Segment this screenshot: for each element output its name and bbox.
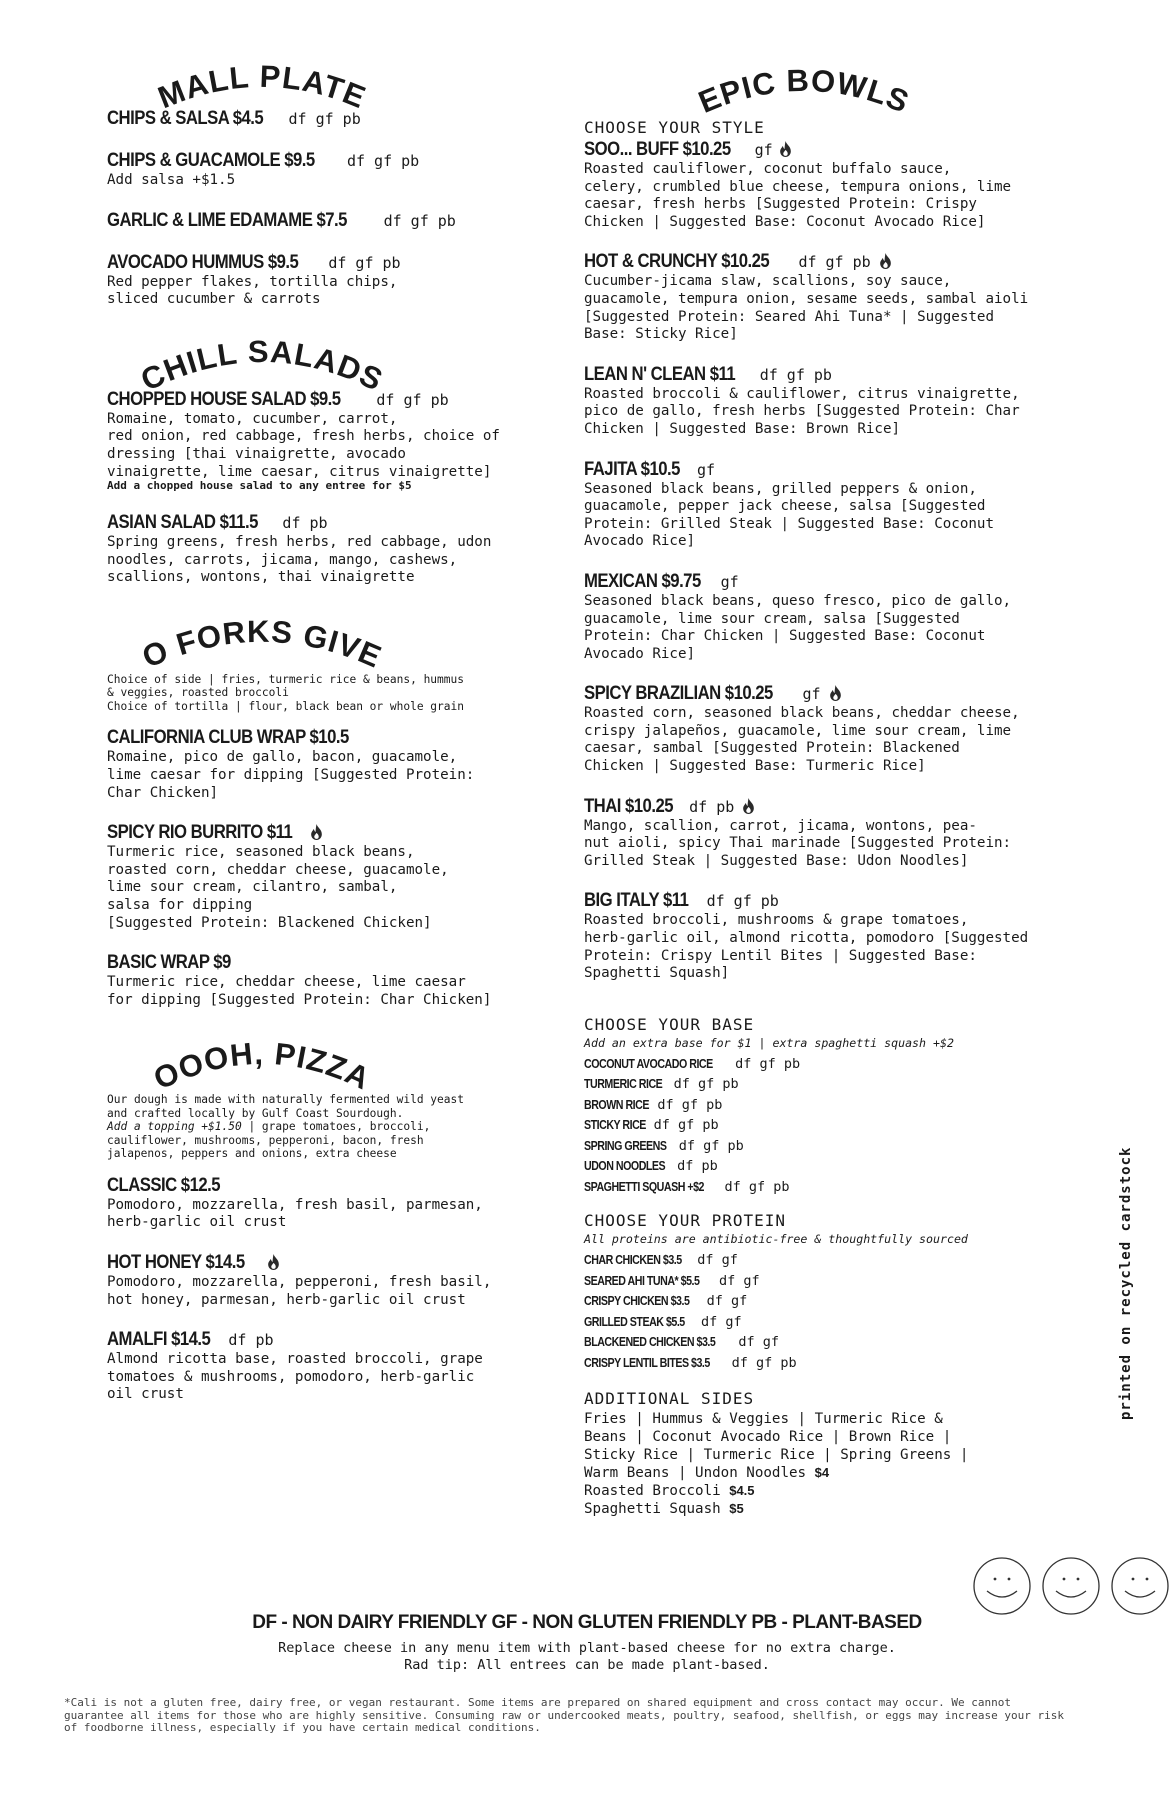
item-name: CHOPPED HOUSE SALAD $9.5 — [107, 388, 341, 410]
footer-notes: Replace cheese in any menu item with plant-based cheese for no extra charge. Rad tip: All entrees can be made plant-based. — [278, 1640, 896, 1673]
flame-icon — [879, 253, 892, 269]
menu-item — [584, 364, 1064, 439]
protein-section — [584, 1211, 1064, 1373]
item-tags: gf — [802, 685, 821, 704]
item-description: Mango, scallion, carrot, jicama, wontons, pea- nut aioli, spicy Thai marinade [Suggested Protein: Grilled Steak | Suggested Base: Udon Noodles] — [584, 817, 1012, 869]
item-name: THAI $10.25 — [584, 795, 673, 817]
no-forks-heading — [95, 586, 437, 675]
disclaimer: *Cali is not a gluten free, dairy free, or vegan restaurant. Some items are prepared on shared equipment and cross contact may occur. We cannot guarantee all items for those who are highly sensitive. Consuming raw or undercooked meats, poultry, seafood, shellfish, or eggs may increase your risk of foodborne illness, especially if you have certain medical conditions. — [64, 1696, 1065, 1735]
item-tags: gf — [696, 460, 716, 479]
menu-item — [107, 952, 547, 1009]
svg-text:EPIC BOWLS: EPIC BOWLS — [693, 62, 915, 120]
protein-heading: CHOOSE YOUR PROTEIN — [584, 1211, 787, 1231]
protein-option: CRISPY CHICKEN $3.5 df gf — [584, 1293, 748, 1310]
base-option: UDON NOODLES df pb — [584, 1158, 718, 1175]
flame-icon — [742, 798, 755, 814]
base-section — [584, 1015, 1064, 1198]
item-name: LEAN N' CLEAN $11 — [584, 363, 736, 385]
no-forks-section — [95, 586, 547, 1009]
bowls-list — [584, 139, 1064, 983]
svg-text:NO FORKS GIVEN: NO FORKS GIVEN — [95, 586, 387, 675]
base-heading: CHOOSE YOUR BASE — [584, 1014, 755, 1034]
protein-option: GRILLED STEAK $5.5 df gf — [584, 1313, 742, 1330]
item-tags: gf — [720, 572, 739, 591]
item-name: GARLIC & LIME EDAMAME $7.5 — [107, 209, 347, 231]
menu-item — [584, 796, 1064, 871]
item-name: AVOCADO HUMMUS $9.5 — [107, 251, 299, 273]
epic-bowls-heading — [584, 60, 984, 120]
menu-item — [107, 1175, 547, 1232]
item-name: SOO... BUFF $10.25 — [584, 139, 731, 160]
protein-option: BLACKENED CHICKEN $3.5 df gf — [584, 1334, 779, 1351]
item-name: FAJITA $10.5 — [584, 458, 680, 480]
item-tags: df gf pb — [346, 152, 420, 170]
right-column — [584, 60, 1064, 1518]
item-description: Roasted broccoli, mushrooms & grape tomatoes, herb-garlic oil, almond ricotta, pomodoro [Suggested Protein: Crispy Lentil Bites | Suggested Base: Spaghetti Squash] — [584, 912, 1029, 982]
item-description: Roasted corn, seasoned black beans, cheddar cheese, crispy jalapeños, guacamole, lime sour cream, lime caesar, sambal [Suggested Protein: Blackened Chicken | Suggested Base: Turmeric Rice] — [584, 705, 1020, 775]
item-description: Red pepper flakes, tortilla chips, sliced cucumber & carrots — [107, 273, 398, 308]
item-addon: Add salsa +$1.5 — [107, 172, 236, 188]
chill-salads-heading — [107, 333, 437, 398]
item-description: Romaine, tomato, cucumber, carrot, red onion, red cabbage, fresh herbs, choice of dressing [thai vinaigrette, avocado vinaigrette, lime caesar, citrus vinaigrette] — [107, 410, 500, 480]
menu-item — [584, 251, 1064, 343]
menu-item — [584, 459, 1064, 551]
menu-item — [107, 389, 547, 492]
svg-text:SMALL PLATES: SMALL PLATES — [96, 32, 371, 116]
menu-item — [584, 890, 1064, 982]
item-name: SPICY RIO BURRITO $11 — [107, 822, 293, 844]
item-description: Pomodoro, mozzarella, fresh basil, parmesan, herb-garlic oil crust — [107, 1196, 483, 1231]
svg-text:CHILL SALADS: CHILL SALADS — [135, 333, 389, 398]
section-intro: Our dough is made with naturally fermented wild yeast and crafted locally by Gulf Coast Sourdough. Add a topping +$1.50 | grape tomatoes, broccoli, cauliflower, mushrooms, pepperoni, bacon, fresh jalapenos, peppers and onions, extra cheese — [107, 1093, 464, 1161]
base-option: STICKY RICE df gf pb — [584, 1117, 719, 1134]
item-name: MEXICAN $9.75 — [584, 570, 701, 592]
menu-item — [107, 150, 547, 190]
base-option: SPRING GREENS df gf pb — [584, 1137, 744, 1154]
item-description: Spring greens, fresh herbs, red cabbage, udon noodles, carrots, jicama, mango, cashews, scallions, wontons, thai vinaigrette — [107, 534, 492, 586]
chill-salads-section — [107, 335, 547, 587]
item-tags: df pb — [282, 514, 328, 533]
menu-item — [584, 683, 1064, 775]
menu-item — [107, 252, 547, 309]
flame-icon — [267, 1254, 280, 1270]
item-tags: df gf pb — [798, 253, 871, 272]
item-name: HOT HONEY $14.5 — [107, 1252, 245, 1274]
item-name: CHIPS & SALSA $4.5 — [107, 108, 264, 129]
diet-legend: DF - NON DAIRY FRIENDLY GF - NON GLUTEN FRIENDLY PB - PLANT-BASED — [252, 1612, 922, 1633]
item-tags: df gf pb — [376, 390, 449, 409]
menu-item — [107, 727, 547, 802]
protein-option: SEARED AHI TUNA* $5.5 df gf — [584, 1272, 760, 1289]
menu-item — [107, 108, 547, 130]
pizza-heading — [107, 1035, 437, 1095]
small-plates-section — [96, 32, 547, 309]
item-description: Romaine, pico de gallo, bacon, guacamole, lime caesar for dipping [Suggested Protein: Char Chicken] — [107, 749, 475, 801]
item-description: Seasoned black beans, queso fresco, pico de gallo, guacamole, lime sour cream, salsa [Suggested Protein: Char Chicken | Suggested Base: Coconut Avocado Rice] — [584, 592, 1012, 662]
item-note: Add a chopped house salad to any entree for $5 — [107, 479, 412, 493]
item-description: Seasoned black beans, grilled peppers & onion, guacamole, pepper jack cheese, salsa [Suggested Protein: Grilled Steak | Suggested Base: Coconut Avocado Rice] — [584, 480, 994, 550]
base-subtext: Add an extra base for $1 | extra spaghetti squash +$2 — [584, 1035, 954, 1050]
section-intro: Choice of side | fries, turmeric rice & beans, hummus & veggies, roasted broccoli Choice of tortilla | flour, black bean or whole grain — [107, 672, 464, 713]
menu-item — [107, 512, 547, 587]
item-description: Turmeric rice, cheddar cheese, lime caesar for dipping [Suggested Protein: Char Chicken] — [107, 974, 492, 1008]
item-tags: df gf pb — [288, 110, 361, 128]
base-option: TURMERIC RICE df gf pb — [584, 1076, 739, 1093]
left-column — [95, 32, 547, 1424]
item-tags: df pb — [689, 797, 735, 816]
item-description: Turmeric rice, seasoned black beans, roasted corn, cheddar cheese, guacamole, lime sour cream, cilantro, sambal, salsa for dipping [Suggested Protein: Blackened Chicken] — [107, 844, 449, 931]
item-name: CLASSIC $12.5 — [107, 1174, 221, 1196]
item-name: CHIPS & GUACAMOLE $9.5 — [107, 150, 315, 171]
sides-heading: ADDITIONAL SIDES — [584, 1389, 755, 1409]
menu-item — [584, 139, 1064, 231]
item-description: Pomodoro, mozzarella, pepperoni, fresh basil, hot honey, parmesan, herb-garlic oil crust — [107, 1274, 492, 1308]
flame-icon — [829, 685, 842, 701]
style-heading: CHOOSE YOUR STYLE — [584, 118, 765, 137]
flame-icon — [310, 824, 323, 840]
sides-section — [584, 1389, 1064, 1518]
item-tags: df gf pb — [328, 253, 401, 272]
menu-item — [584, 571, 1064, 663]
menu-item — [107, 822, 547, 932]
sides-list: Fries | Hummus & Veggies | Turmeric Rice & Beans | Coconut Avocado Rice | Brown Rice | Sticky Rice | Turmeric Rice | Spring Greens | Warm Beans | Undon Noodles $4 Roasted Broccoli $4.5 Spaghetti Squash $5 — [584, 1411, 969, 1518]
item-tags: df gf pb — [383, 211, 456, 230]
menu-item — [107, 1329, 547, 1404]
item-name: ASIAN SALAD $11.5 — [107, 512, 258, 534]
item-description: Roasted cauliflower, coconut buffalo sauce, celery, crumbled blue cheese, tempura onions, lime caesar, fresh herbs [Suggested Protein: Crispy Chicken | Suggested Base: Coconut Avocado Rice] — [584, 161, 1012, 230]
base-option: BROWN RICE df gf pb — [584, 1096, 723, 1113]
item-tags: df pb — [228, 1331, 274, 1350]
item-name: HOT & CRUNCHY $10.25 — [584, 251, 770, 273]
pizza-section — [107, 1035, 547, 1404]
protein-option: CHAR CHICKEN $3.5 df gf — [584, 1252, 738, 1269]
protein-subtext: All proteins are antibiotic-free & thoughtfully sourced — [584, 1232, 968, 1247]
flame-icon — [779, 141, 792, 157]
base-option: SPAGHETTI SQUASH +$2 df gf pb — [584, 1178, 790, 1195]
item-name: BIG ITALY $11 — [584, 890, 689, 912]
item-description: Cucumber-jicama slaw, scallions, soy sauce, guacamole, tempura onion, sesame seeds, sambal aioli [Suggested Protein: Seared Ahi Tuna* | Suggested Base: Sticky Rice] — [584, 273, 1029, 343]
protein-option: CRISPY LENTIL BITES $3.5 df gf pb — [584, 1354, 797, 1371]
base-option: COCONUT AVOCADO RICE df gf pb — [584, 1055, 801, 1072]
item-name: CALIFORNIA CLUB WRAP $10.5 — [107, 727, 349, 749]
item-description: Roasted broccoli & cauliflower, citrus vinaigrette, pico de gallo, fresh herbs [Suggested Protein: Char Chicken | Suggested Base: Brown Rice] — [584, 385, 1020, 437]
menu-item — [107, 1252, 547, 1309]
item-name: BASIC WRAP $9 — [107, 952, 231, 974]
svg-text:OOOH, PIZZA: OOOH, PIZZA — [148, 1036, 376, 1097]
item-tags: gf — [754, 141, 773, 159]
item-name: SPICY BRAZILIAN $10.25 — [584, 683, 773, 705]
item-tags: df gf pb — [759, 365, 832, 384]
recycled-note: printed on recycled cardstock — [1118, 1146, 1134, 1420]
smiley-face-icon — [972, 1555, 1174, 1617]
item-tags: df gf pb — [706, 892, 779, 911]
item-description: Almond ricotta base, roasted broccoli, grape tomatoes & mushrooms, pomodoro, herb-garlic oil crust — [107, 1351, 483, 1403]
item-name: AMALFI $14.5 — [107, 1329, 211, 1351]
menu-item — [107, 210, 547, 232]
